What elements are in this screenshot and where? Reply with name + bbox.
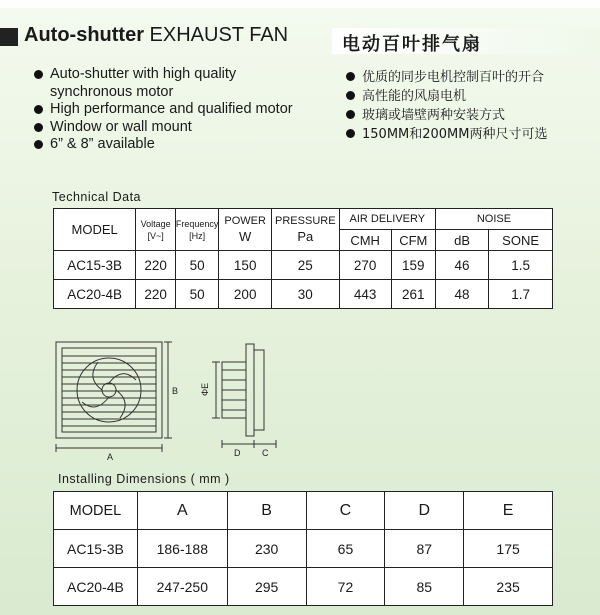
header-db: dB (435, 230, 488, 251)
bullet-icon (34, 70, 43, 79)
bullet-icon (346, 72, 355, 81)
table-header-row: MODEL A B C D E (54, 492, 553, 530)
label-b-front: B (172, 386, 179, 396)
top-border (0, 0, 600, 8)
features-cn (346, 68, 548, 144)
fan-hub (102, 383, 116, 397)
installing-dimensions-title: Installing Dimensions ( mm ) (58, 472, 230, 486)
feature-item-cn: 优质的同步电机控制百叶的开合 (346, 68, 548, 87)
fan-technical-drawing (50, 336, 310, 464)
table-row: AC15-3B 220 50 150 25 270 159 46 1.5 (54, 251, 553, 280)
header-frequency: Frequency [Hz] (175, 209, 219, 251)
header-sone: SONE (489, 230, 553, 251)
header-power: POWER W (219, 209, 272, 251)
feature-item-cn: 高性能的风扇电机 (346, 87, 548, 106)
feature-item: Window or wall mount (34, 119, 293, 137)
feature-item-continued: synchronous motor (50, 83, 174, 100)
feature-item: 6” & 8” available (34, 136, 293, 154)
features-en (34, 66, 293, 154)
feature-item: Auto-shutter with high quality (34, 66, 293, 84)
feature-item-cn: 150MM和200MM两种尺寸可选 (346, 125, 548, 144)
label-e: ΦE (200, 382, 210, 396)
table-row: AC15-3B 186-188 230 65 87 175 (54, 530, 553, 568)
header-pressure: PRESSURE Pa (271, 209, 339, 251)
header-air-delivery: AIR DELIVERY (339, 209, 435, 230)
technical-data-table (53, 208, 553, 309)
feature-item: High performance and qualified motor (34, 101, 293, 119)
fan-side-flange (246, 344, 254, 436)
label-d: D (234, 448, 241, 458)
header-cmh: CMH (339, 230, 391, 251)
bullet-icon (34, 123, 43, 132)
bullet-icon (34, 105, 43, 114)
feature-item-cn: 玻璃或墙壁两种安装方式 (346, 106, 548, 125)
header-model: MODEL (54, 209, 136, 251)
table-row: AC20-4B 247-250 295 72 85 235 (54, 568, 553, 606)
title-marker (0, 28, 18, 46)
bullet-icon (346, 129, 355, 138)
title-bold: Auto-shutter (24, 24, 144, 46)
side-fins (222, 370, 246, 410)
installing-dimensions-table (53, 491, 553, 606)
header-cfm: CFM (391, 230, 435, 251)
bullet-icon (346, 110, 355, 119)
table-row: AC20-4B 220 50 200 30 443 261 48 1.7 (54, 280, 553, 309)
technical-data-title: Technical Data (52, 190, 141, 204)
header-noise: NOISE (435, 209, 552, 230)
label-a: A (107, 452, 114, 462)
title-rest: EXHAUST FAN (143, 24, 289, 46)
header-voltage: Voltage [V~] (136, 209, 176, 251)
page-title-cn: 电动百叶排气扇 (342, 34, 482, 55)
bullet-icon (346, 91, 355, 100)
fan-side-body (254, 350, 264, 430)
shutter-slats (62, 356, 156, 426)
label-c: C (262, 448, 269, 458)
page-title-en (24, 24, 288, 47)
bullet-icon (34, 140, 43, 149)
